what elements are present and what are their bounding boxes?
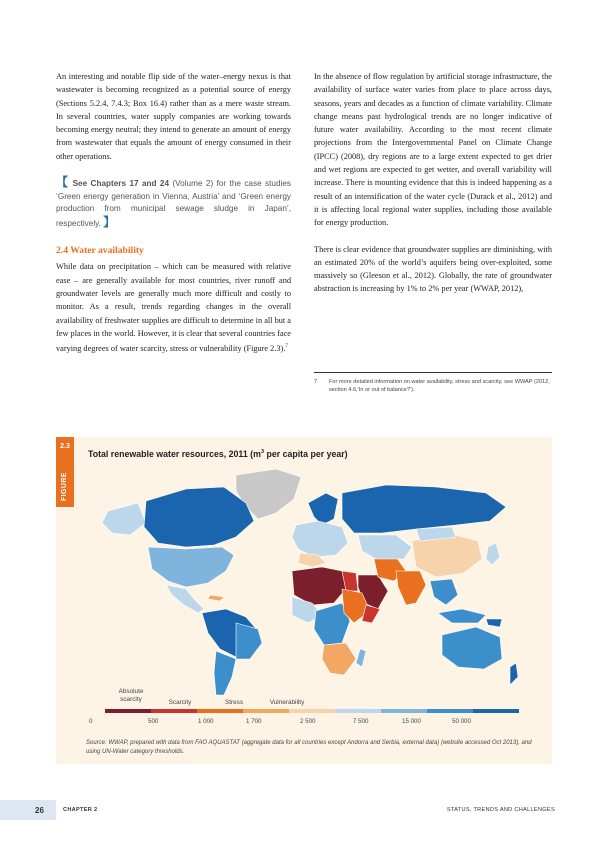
legend-swatch [289, 709, 335, 713]
legend-color-bar [105, 709, 519, 713]
legend-swatch [151, 709, 197, 713]
legend-swatch [335, 709, 381, 713]
figure-label: FIGURE [61, 472, 68, 501]
region-new-zealand [510, 663, 518, 685]
figure-title-end: per capita per year) [264, 449, 348, 459]
legend-label-scarcity: Scarcity [168, 699, 192, 706]
figure-number: 2.3 [60, 443, 70, 450]
region-png [486, 619, 502, 627]
region-japan [486, 543, 500, 565]
chapter-label: CHAPTER 2 [63, 807, 98, 813]
legend-label-absolute-scarcity: Absolute scarcity [118, 688, 144, 703]
region-india [396, 571, 426, 605]
figure-source: Source: WWAP, prepared with data from FAO AQUASTAT (aggregate data for all countries except Andorra and Serbia, external data) (website accessed Oct 2013), and using UN-Water category thresholds. [86, 740, 532, 755]
running-title: STATUS, TRENDS AND CHALLENGES [446, 807, 555, 813]
region-usa [148, 547, 234, 587]
footnote-divider [314, 372, 552, 373]
legend-tick: 500 [148, 718, 159, 725]
region-caribbean [208, 595, 224, 601]
legend-swatch [243, 709, 289, 713]
legend-label-stress: Stress [224, 699, 244, 706]
left-column [56, 70, 291, 368]
region-south-america-east [236, 623, 262, 659]
body-paragraph: An interesting and notable flip side of the water–energy nexus is that wastewater is becoming recognized as a potential source of energy (Sections 5.2.4, 7.4.3; Box 16.4) rather than as a mere waste stream. In several countries, water supply companies are working towards becoming energy neutral; they intend to generate an amount of energy from wastewater that equals the amount of energy consumed in their other operations. [56, 72, 291, 161]
figure-title-sup: 3 [260, 449, 264, 456]
region-southeast-asia [430, 579, 458, 605]
legend-swatch [105, 709, 151, 713]
bracket-close-icon: 】 [103, 214, 116, 229]
legend-tick: 1 700 [246, 718, 262, 725]
region-australia [442, 627, 502, 669]
figure-panel [56, 437, 552, 764]
footnote [314, 378, 552, 394]
page-number: 26 [35, 806, 44, 815]
crossref-bold: See Chapters 17 and 24 [72, 179, 170, 189]
bracket-open-icon: 【 [56, 175, 70, 190]
region-alaska [102, 503, 146, 535]
region-southern-africa [322, 643, 356, 675]
legend-swatch [473, 709, 519, 713]
body-text: While data on precipitation – which can be measured with relative ease – are generally available for most countries, river runoff and groundwater levels are generally much more difficult and costly to monitor. As a result, trends regarding changes in the overall availability of freshwater supplies are difficult to determine in all but a few places in the world. However, it is clear that several countries face varying degrees of water scarcity, stress or vulnerability (Figure 2.3). [56, 262, 291, 353]
legend-tick: 15 000 [402, 718, 421, 725]
legend-label-vulnerability: Vulnerability [269, 699, 305, 706]
region-canada [144, 487, 254, 547]
figure-title [88, 449, 348, 459]
legend-tick: 7 500 [353, 718, 369, 725]
body-paragraph: In the absence of flow regulation by artificial storage infrastructure, the availability of surface water varies from place to place across days, seasons, years and decades as a function of climate variability. Climate change means past hydrological trends are no longer indicative of future water availability. According to the most recent climate projections from the Intergovernmental Panel on Climate Change (IPCC) (2008), dry regions are to a large extent expected to get drier and wet regions are expected to get wetter, and overall variability will increase. There is mounting evidence that this is indeed happening as a result of an intensification of the water cycle (Durack et al., 2012) and it is affecting local regional water supplies, including those available for energy production. [314, 72, 552, 228]
right-column [314, 70, 552, 309]
crossref-text: (Volume 2) for the case studies ‘Green energy generation in Vienna, Austria’ and ‘Green energy production from municipal sewage sludge in Japan’, respectively. [56, 179, 291, 228]
footnote-ref[interactable]: 7 [285, 344, 288, 350]
region-russia [342, 485, 506, 533]
region-scandinavia [308, 493, 338, 525]
figure-title-main: Total renewable water resources, 2011 (m [88, 449, 261, 459]
legend-swatch [427, 709, 473, 713]
page-number-box [0, 800, 56, 820]
legend-tick: 50 000 [452, 718, 471, 725]
legend-tick: 1 000 [198, 718, 214, 725]
footnote-number: 7 [314, 379, 318, 385]
region-indonesia [438, 609, 486, 623]
legend-swatch [381, 709, 427, 713]
footnote-text: For more detailed information on water availability, stress and scarcity, see WWAP (2012, section 4.6,‘In or out of balance?’). [329, 379, 550, 393]
region-mexico [166, 585, 204, 613]
world-map [86, 463, 526, 703]
region-europe [292, 521, 348, 557]
region-south-america-south [214, 651, 236, 695]
legend-tick: 2 500 [300, 718, 316, 725]
region-madagascar [356, 649, 366, 667]
section-heading: 2.4 Water availability [56, 245, 144, 257]
body-paragraph: There is clear evidence that groundwater supplies are diminishing, with an estimated 20% of the world’s aquifers being over-exploited, some massively so (Gleeson et al., 2012). Globally, the rate of groundwater abstraction is increasing by 1% to 2% per year (WWAP, 2012), [314, 244, 552, 294]
legend-tick: 0 [89, 718, 93, 725]
legend-swatch [197, 709, 243, 713]
chapter-crossref [56, 176, 291, 230]
region-central-asia [358, 535, 412, 559]
body-paragraph [56, 260, 291, 355]
